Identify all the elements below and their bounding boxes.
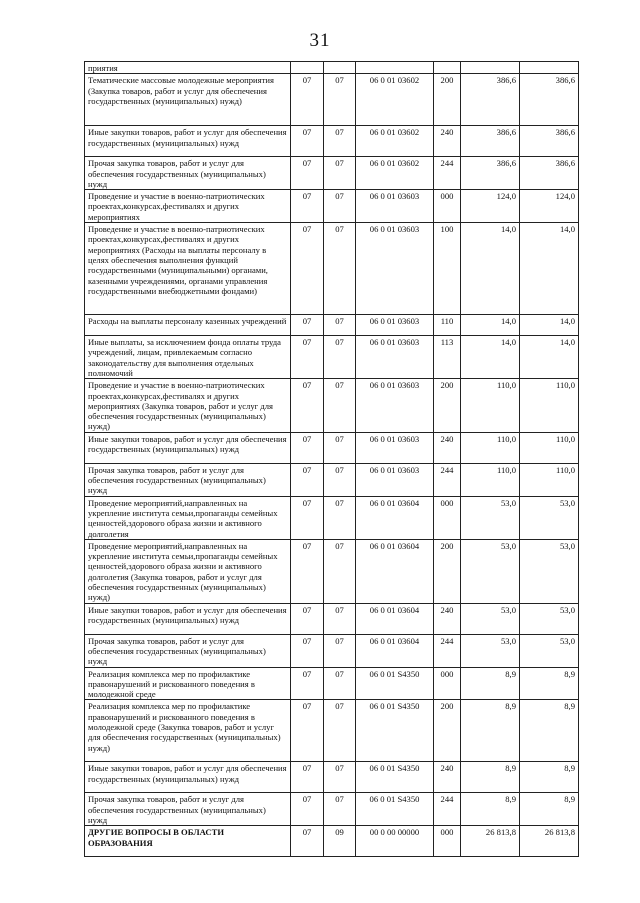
amount-cell: 124,0: [520, 190, 579, 223]
subsection-code-cell: 07: [324, 496, 356, 539]
amount-cell: 14,0: [461, 223, 520, 315]
table-row: [85, 496, 579, 539]
subsection-code-cell: 07: [324, 432, 356, 463]
target-article-cell: 06 0 01 03604: [356, 603, 434, 634]
amount-cell: 124,0: [461, 190, 520, 223]
target-article-cell: 06 0 01 03603: [356, 463, 434, 496]
target-article-cell: 06 0 01 03603: [356, 223, 434, 315]
table-row: [85, 826, 579, 857]
subsection-code-cell: 07: [324, 336, 356, 379]
expense-type-cell: 200: [434, 700, 461, 762]
amount-cell: 53,0: [461, 496, 520, 539]
amount-cell: [461, 62, 520, 74]
subsection-code-cell: 07: [324, 793, 356, 826]
subsection-code-cell: 07: [324, 539, 356, 603]
section-code-cell: 07: [291, 463, 324, 496]
amount-cell: 386,6: [461, 157, 520, 190]
row-name-cell: Проведение мероприятий,направленных на укрепление института семьи,пропаганды семейных ценностей,здорового образа жизни и активного долголетия (Закупка товаров, работ и услуг для обеспечения государственных (муниципальных) нужд): [85, 539, 291, 603]
expense-type-cell: 000: [434, 826, 461, 857]
subsection-code-cell: 07: [324, 74, 356, 126]
row-name-cell: Иные закупки товаров, работ и услуг для обеспечения государственных (муниципальных) нужд: [85, 603, 291, 634]
amount-cell: 14,0: [520, 223, 579, 315]
amount-cell: 14,0: [461, 336, 520, 379]
expense-type-cell: 244: [434, 463, 461, 496]
target-article-cell: 06 0 01 03602: [356, 74, 434, 126]
expense-type-cell: 244: [434, 157, 461, 190]
amount-cell: 110,0: [461, 379, 520, 432]
table-row: [85, 762, 579, 793]
row-name-cell: Прочая закупка товаров, работ и услуг для обеспечения государственных (муниципальных) нужд: [85, 463, 291, 496]
amount-cell: 53,0: [520, 539, 579, 603]
amount-cell: 53,0: [520, 496, 579, 539]
amount-cell: 8,9: [461, 793, 520, 826]
amount-cell: 14,0: [461, 315, 520, 336]
target-article-cell: 06 0 01 03602: [356, 126, 434, 157]
target-article-cell: 06 0 01 S4350: [356, 762, 434, 793]
subsection-code-cell: 07: [324, 379, 356, 432]
section-code-cell: 07: [291, 700, 324, 762]
target-article-cell: [356, 62, 434, 74]
table-row: [85, 190, 579, 223]
expense-type-cell: 113: [434, 336, 461, 379]
target-article-cell: 06 0 01 03603: [356, 315, 434, 336]
section-code-cell: 07: [291, 667, 324, 700]
subsection-code-cell: 09: [324, 826, 356, 857]
subsection-code-cell: 07: [324, 223, 356, 315]
target-article-cell: 06 0 01 03602: [356, 157, 434, 190]
expense-type-cell: 200: [434, 539, 461, 603]
amount-cell: 14,0: [520, 315, 579, 336]
table-body: [85, 62, 579, 857]
table-row: [85, 157, 579, 190]
subsection-code-cell: 07: [324, 126, 356, 157]
expense-type-cell: 200: [434, 74, 461, 126]
page-number: 31: [309, 30, 331, 51]
target-article-cell: 06 0 01 03603: [356, 432, 434, 463]
amount-cell: 53,0: [461, 634, 520, 667]
table-row: [85, 223, 579, 315]
row-name-cell: Проведение и участие в военно-патриотических проектах,конкурсах,фестивалях и других мероприятиях (Закупка товаров, работ и услуг для обеспечения государственных (муниципальных) нужд): [85, 379, 291, 432]
section-code-cell: 07: [291, 379, 324, 432]
subsection-code-cell: 07: [324, 762, 356, 793]
amount-cell: 26 813,8: [520, 826, 579, 857]
table-row: [85, 62, 579, 74]
amount-cell: 386,6: [520, 157, 579, 190]
expense-type-cell: 000: [434, 667, 461, 700]
row-name-cell: Проведение мероприятий,направленных на укрепление института семьи,пропаганды семейных ценностей,здорового образа жизни и активного долголетия: [85, 496, 291, 539]
table-row: [85, 315, 579, 336]
amount-cell: 110,0: [520, 463, 579, 496]
row-name-cell: ДРУГИЕ ВОПРОСЫ В ОБЛАСТИ ОБРАЗОВАНИЯ: [85, 826, 291, 857]
target-article-cell: 06 0 01 03604: [356, 539, 434, 603]
subsection-code-cell: 07: [324, 667, 356, 700]
expense-type-cell: 110: [434, 315, 461, 336]
amount-cell: 53,0: [461, 539, 520, 603]
row-name-cell: Проведение и участие в военно-патриотических проектах,конкурсах,фестивалях и других мероприятиях: [85, 190, 291, 223]
row-name-cell: Прочая закупка товаров, работ и услуг для обеспечения государственных (муниципальных) нужд: [85, 793, 291, 826]
amount-cell: 8,9: [461, 667, 520, 700]
amount-cell: 8,9: [461, 700, 520, 762]
section-code-cell: 07: [291, 223, 324, 315]
section-code-cell: 07: [291, 126, 324, 157]
section-code-cell: 07: [291, 190, 324, 223]
table-row: [85, 336, 579, 379]
amount-cell: 386,6: [461, 126, 520, 157]
row-name-cell: приятия: [85, 62, 291, 74]
table-row: [85, 74, 579, 126]
expense-type-cell: 100: [434, 223, 461, 315]
amount-cell: 110,0: [461, 432, 520, 463]
target-article-cell: 00 0 00 00000: [356, 826, 434, 857]
subsection-code-cell: 07: [324, 700, 356, 762]
amount-cell: 14,0: [520, 336, 579, 379]
row-name-cell: Реализация комплекса мер по профилактике правонарушений и рискованного поведения в молодежной среде (Закупка товаров, работ и услуг для обеспечения государственных (муниципальных) нужд): [85, 700, 291, 762]
table-row: [85, 539, 579, 603]
target-article-cell: 06 0 01 03603: [356, 190, 434, 223]
row-name-cell: Реализация комплекса мер по профилактике правонарушений и рискованного поведения в молодежной среде: [85, 667, 291, 700]
table-row: [85, 634, 579, 667]
section-code-cell: 07: [291, 74, 324, 126]
row-name-cell: Прочая закупка товаров, работ и услуг для обеспечения государственных (муниципальных) нужд: [85, 157, 291, 190]
target-article-cell: 06 0 01 03604: [356, 634, 434, 667]
amount-cell: 8,9: [520, 667, 579, 700]
amount-cell: 8,9: [520, 762, 579, 793]
amount-cell: 386,6: [520, 74, 579, 126]
subsection-code-cell: 07: [324, 603, 356, 634]
row-name-cell: Расходы на выплаты персоналу казенных учреждений: [85, 315, 291, 336]
expense-type-cell: 240: [434, 432, 461, 463]
expense-type-cell: 200: [434, 379, 461, 432]
table-row: [85, 603, 579, 634]
table-row: [85, 379, 579, 432]
amount-cell: 53,0: [461, 603, 520, 634]
section-code-cell: 07: [291, 793, 324, 826]
section-code-cell: 07: [291, 634, 324, 667]
amount-cell: 386,6: [520, 126, 579, 157]
section-code-cell: 07: [291, 603, 324, 634]
section-code-cell: 07: [291, 496, 324, 539]
section-code-cell: 07: [291, 336, 324, 379]
expense-type-cell: 240: [434, 126, 461, 157]
expense-type-cell: 240: [434, 603, 461, 634]
target-article-cell: 06 0 01 S4350: [356, 700, 434, 762]
section-code-cell: [291, 62, 324, 74]
target-article-cell: 06 0 01 S4350: [356, 793, 434, 826]
target-article-cell: 06 0 01 S4350: [356, 667, 434, 700]
expense-type-cell: 244: [434, 634, 461, 667]
row-name-cell: Тематические массовые молодежные мероприятия (Закупка товаров, работ и услуг для обеспечения государственных (муниципальных) нужд): [85, 74, 291, 126]
row-name-cell: Иные закупки товаров, работ и услуг для обеспечения государственных (муниципальных) нужд: [85, 762, 291, 793]
section-code-cell: 07: [291, 157, 324, 190]
amount-cell: 53,0: [520, 603, 579, 634]
expense-type-cell: 000: [434, 190, 461, 223]
table-row: [85, 667, 579, 700]
amount-cell: 8,9: [520, 700, 579, 762]
amount-cell: 8,9: [520, 793, 579, 826]
amount-cell: 386,6: [461, 74, 520, 126]
budget-table: [84, 61, 579, 857]
table-row: [85, 700, 579, 762]
amount-cell: 110,0: [520, 432, 579, 463]
table-row: [85, 432, 579, 463]
amount-cell: 110,0: [520, 379, 579, 432]
subsection-code-cell: 07: [324, 315, 356, 336]
expense-type-cell: 000: [434, 496, 461, 539]
section-code-cell: 07: [291, 762, 324, 793]
row-name-cell: Иные выплаты, за исключением фонда оплаты труда учреждений, лицам, привлекаемым согласно законодательству для выполнения отдельных полномочий: [85, 336, 291, 379]
section-code-cell: 07: [291, 315, 324, 336]
section-code-cell: 07: [291, 826, 324, 857]
section-code-cell: 07: [291, 432, 324, 463]
table-row: [85, 463, 579, 496]
subsection-code-cell: 07: [324, 190, 356, 223]
expense-type-cell: 244: [434, 793, 461, 826]
row-name-cell: Проведение и участие в военно-патриотических проектах,конкурсах,фестивалях и других мероприятиях (Расходы на выплаты персоналу в целях обеспечения выполнения функций государственными (муниципальными) органами, казенными учреждениями, органами управления государственными внебюджетными фондами): [85, 223, 291, 315]
subsection-code-cell: [324, 62, 356, 74]
row-name-cell: Иные закупки товаров, работ и услуг для обеспечения государственных (муниципальных) нужд: [85, 126, 291, 157]
amount-cell: 8,9: [461, 762, 520, 793]
amount-cell: 53,0: [520, 634, 579, 667]
row-name-cell: Прочая закупка товаров, работ и услуг для обеспечения государственных (муниципальных) нужд: [85, 634, 291, 667]
target-article-cell: 06 0 01 03603: [356, 336, 434, 379]
table-row: [85, 793, 579, 826]
expense-type-cell: 240: [434, 762, 461, 793]
amount-cell: 110,0: [461, 463, 520, 496]
subsection-code-cell: 07: [324, 634, 356, 667]
table-row: [85, 126, 579, 157]
expense-type-cell: [434, 62, 461, 74]
subsection-code-cell: 07: [324, 463, 356, 496]
amount-cell: 26 813,8: [461, 826, 520, 857]
amount-cell: [520, 62, 579, 74]
row-name-cell: Иные закупки товаров, работ и услуг для обеспечения государственных (муниципальных) нужд: [85, 432, 291, 463]
target-article-cell: 06 0 01 03604: [356, 496, 434, 539]
subsection-code-cell: 07: [324, 157, 356, 190]
section-code-cell: 07: [291, 539, 324, 603]
target-article-cell: 06 0 01 03603: [356, 379, 434, 432]
